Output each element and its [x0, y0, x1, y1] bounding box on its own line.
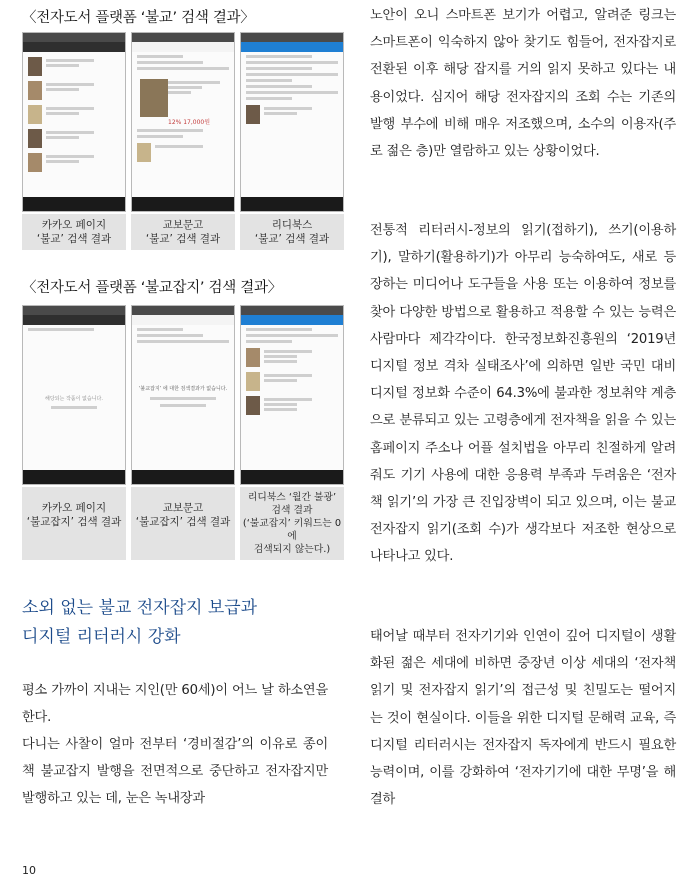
- figure2-block: [22, 305, 344, 560]
- figure1-block: [22, 32, 344, 250]
- figure2-heading: 〈전자도서 플랫폼 ‘불교잡지’ 검색 결과〉: [22, 280, 282, 296]
- left-paragraph-2: 다니는 사찰이 얼마 전부터 ‘경비절감’의 이유로 종이책 불교잡지 발행을 전면적으로 중단하고 전자잡지만 발행하고 있는 데, 눈은 녹내장과: [22, 737, 328, 807]
- left-paragraph-1: 평소 가까이 지내는 지인(만 60세)이 어느 날 하소연을 한다.: [22, 683, 328, 726]
- right-paragraph-2: 전통적 리터러시-정보의 읽기(접하기), 쓰기(이용하기), 말하기(활용하기)가 아무리 능숙하여도, 새로 등장하는 미디어나 도구들을 사용 또는 이용하여 정보를 찾아 다양한 방법으로 활용하고 적용할 수 있는 능력은 사람마다 제각각이다. 한국정보화진흥원의 ‘2019년 디지털 정보 격차 실태조사’에 의하면 일반 국민 대비 디지털 정보화 수준이 64.3%에 불과한 정보취약 계층으로 분류되고 있는 고령층에게 전자책을 읽을 수 있는 홈페이지 주소나 어플 설치법을 아무리 친절하게 알려줘도 기기 사용에 대한 응용력 부족과 두려움은 ‘전자책 읽기’의 가장 큰 진입장벽이 되고 있으며, 이는 불교 전자잡지 읽기(조회 수)가 생각보다 저조한 현상으로 나타나고 있다.: [370, 223, 676, 565]
- section-subheading: 소외 없는 불교 전자잡지 보급과 디지털 리터러시 강화: [22, 598, 258, 647]
- kyobo-price: 12% 17,000원: [168, 119, 211, 126]
- kyobo-screenshot-1: [131, 32, 235, 212]
- page-number: 10: [22, 864, 36, 877]
- right-paragraph-3: 태어날 때부터 전자기기와 인연이 깊어 디지털이 생활화된 젊은 세대에 비하면 중장년 이상 세대의 ‘전자책 읽기 및 전자잡지 읽기’의 접근성 및 친밀도는 떨어지는 것이 현실이다. 이들을 위한 디지털 문해력 교육, 즉 디지털 리터러시는 전자잡지 독자에게 반드시 필요한 능력이며, 이를 강화하여 ‘전자기기에 대한 무명’을 해결하: [370, 629, 676, 808]
- kyobo-empty-message: ‘불교잡지’ 에 대한 검색결과가 없습니다.: [138, 386, 228, 392]
- ridi-screenshot-1: [240, 32, 344, 212]
- kakao-screenshot-2: [22, 305, 126, 485]
- figure1-caption-ridi: 리디북스 ‘불교’ 검색 결과: [240, 214, 344, 250]
- ridi-screenshot-2: [240, 305, 344, 485]
- figure2-caption-ridi: 리디북스 ‘월간 불광’ 검색 결과 (‘불교잡지’ 키워드는 0에 검색되지 않는다.): [240, 487, 344, 560]
- figure1-heading: 〈전자도서 플랫폼 ‘불교’ 검색 결과〉: [22, 10, 255, 26]
- figure2-caption-kyobo: 교보문고 ‘불교잡지’ 검색 결과: [131, 487, 235, 560]
- figure2-caption-kakao: 카카오 페이지 ‘불교잡지’ 검색 결과: [22, 487, 126, 560]
- kyobo-screenshot-2: [131, 305, 235, 485]
- figure1-caption-kyobo: 교보문고 ‘불교’ 검색 결과: [131, 214, 235, 250]
- figure1-caption-kakao: 카카오 페이지 ‘불교’ 검색 결과: [22, 214, 126, 250]
- kakao-empty-message: 해당되는 작품이 없습니다.: [45, 396, 103, 402]
- right-paragraph-1: 노안이 오니 스마트폰 보기가 어렵고, 알려준 링크는 스마트폰이 익숙하지 않아 찾기도 힘들어, 전자잡지로 전환된 이후 해당 잡지를 거의 읽지 못하고 있다는 내용이었다. 심지어 해당 전자잡지의 조회 수는 기존의 발행 부수에 비해 매우 저조했으며, 소수의 이용자(주로 젊은 층)만 열람하고 있는 상황이었다.: [370, 8, 676, 160]
- kakao-screenshot-1: [22, 32, 126, 212]
